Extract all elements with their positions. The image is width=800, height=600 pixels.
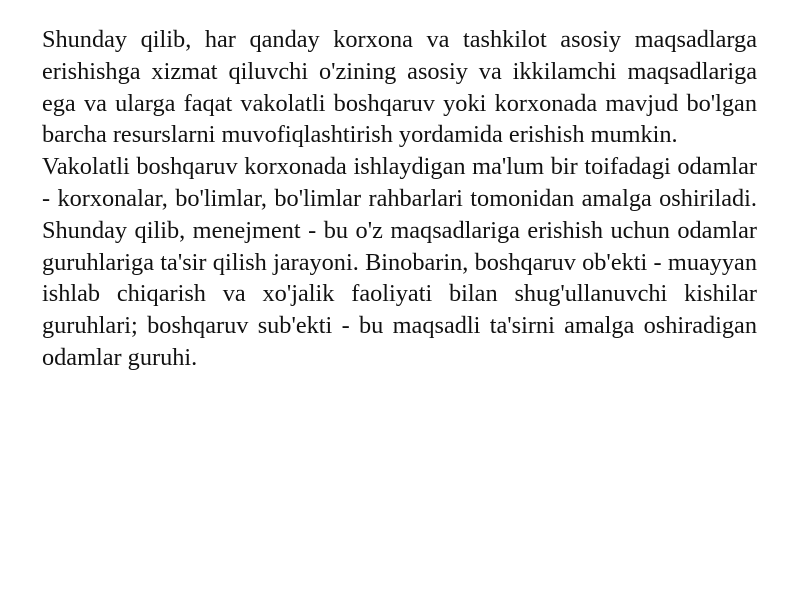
- document-body: [42, 24, 757, 374]
- paragraph-1: Shunday qilib, har qanday korxona va tashkilot asosiy maqsadlarga erishishga xizmat qiluvchi o'zining asosiy va ikkilamchi maqsadlariga ega va ularga faqat vakolatli boshqaruv yoki korxonada mavjud bo'lgan barcha resurslarni muvofiqlashtirish yordamida erishish mumkin.: [42, 26, 757, 149]
- paragraph-2: Vakolatli boshqaruv korxonada ishlaydigan ma'lum bir toifadagi odamlar - korxonalar, bo'limlar, bo'limlar rahbarlari tomonidan amalga oshiriladi. Shunday qilib, menejment - bu o'z maqsadlariga erishish uchun odamlar guruhlariga ta'sir qilish jarayoni. Binobarin, boshqaruv ob'ekti - muayyan ishlab chiqarish va xo'jalik faoliyati bilan shug'ullanuvchi kishilar guruhlari; boshqaruv sub'ekti - bu maqsadli ta'sirni amalga oshiradigan odamlar guruhi.: [42, 153, 757, 371]
